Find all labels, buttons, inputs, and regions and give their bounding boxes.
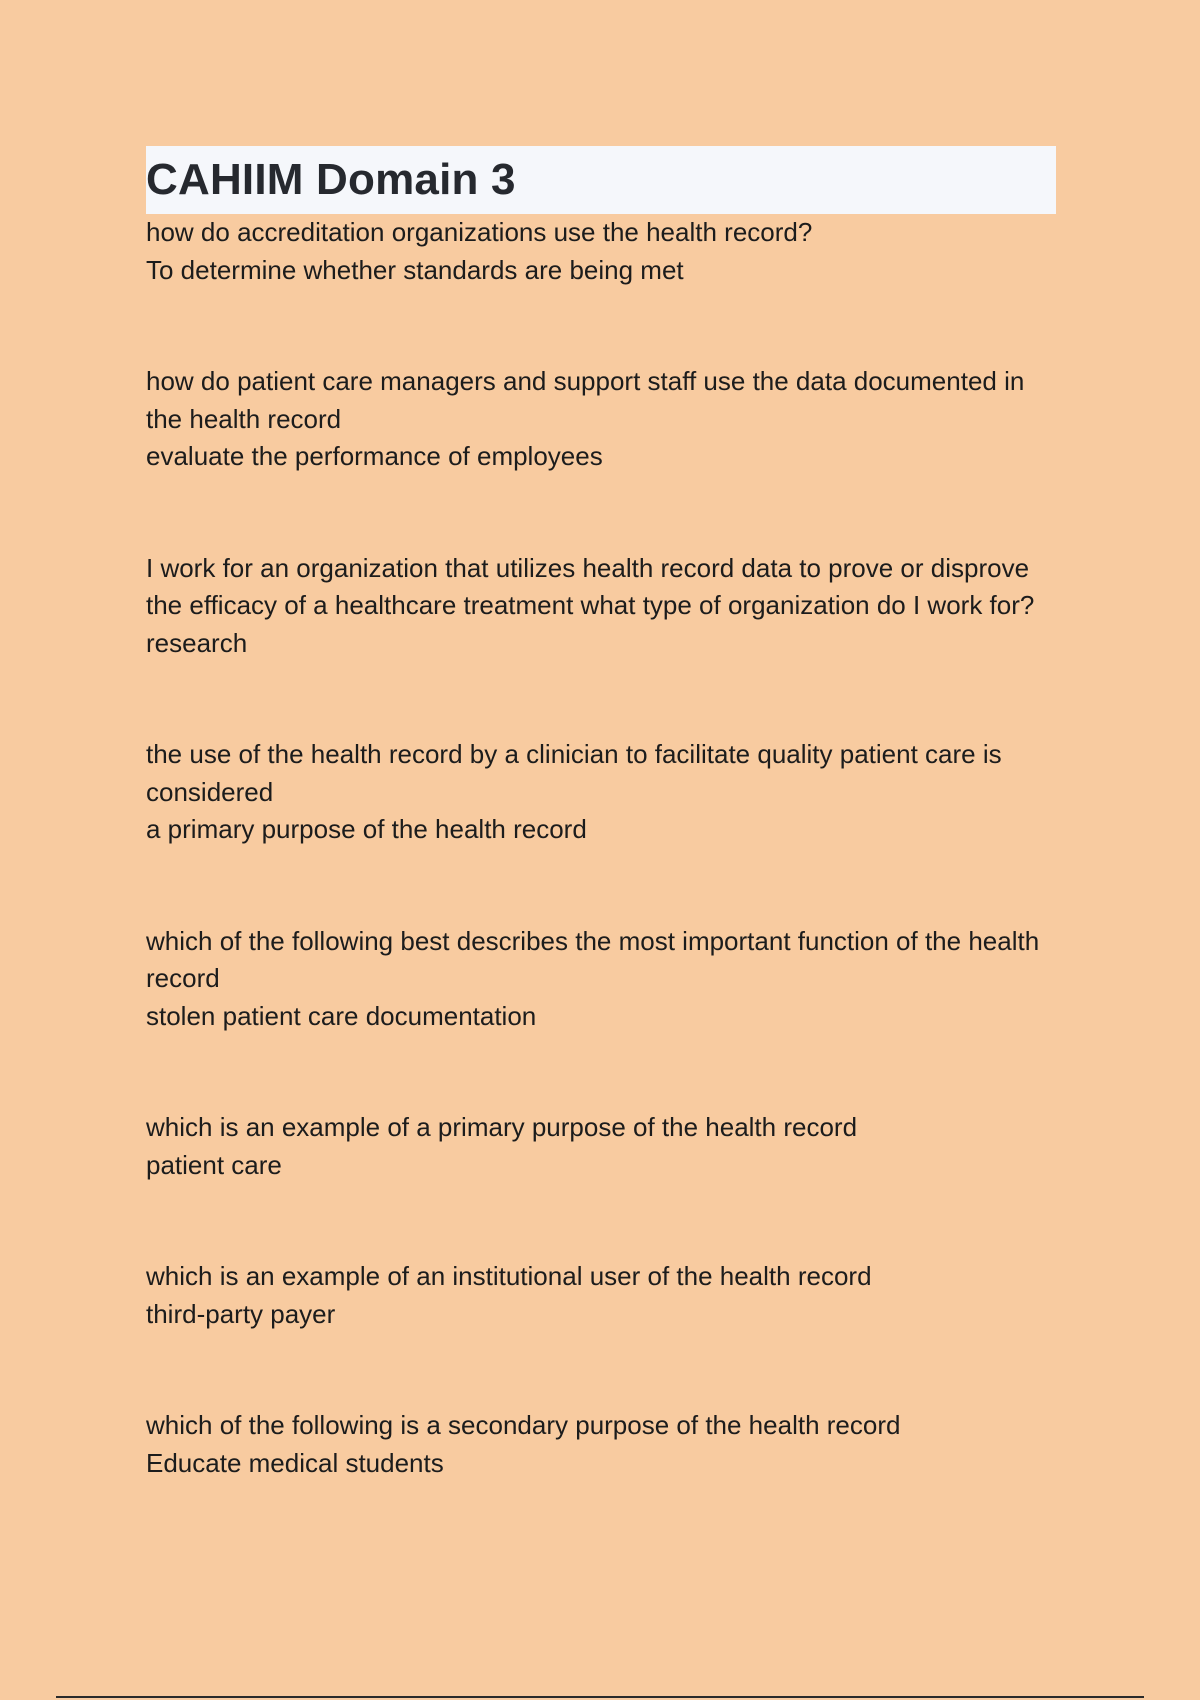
flashcard-list: [146, 214, 1056, 1482]
question-text: the use of the health record by a clinician to facilitate quality patient care is considered: [146, 739, 1009, 807]
flashcard-item: [146, 550, 1056, 663]
flashcard-item: [146, 1258, 1056, 1333]
flashcard-item: [146, 214, 1056, 289]
question-text: which is an example of a primary purpose of the health record: [146, 1112, 858, 1142]
question-text: which is an example of an institutional user of the health record: [146, 1261, 872, 1291]
document-page: [146, 146, 1056, 1482]
answer-text: Educate medical students: [146, 1447, 444, 1478]
page-bottom-divider: [56, 1696, 1144, 1698]
answer-text: evaluate the performance of employees: [146, 441, 603, 471]
answer-text: patient care: [146, 1149, 282, 1180]
answer-text: To determine whether standards are being met: [146, 254, 684, 285]
document-title: CAHIIM Domain 3: [146, 155, 516, 204]
answer-text: third-party payer: [146, 1298, 336, 1329]
flashcard-item: [146, 923, 1056, 1036]
answer-text: a primary purpose of the health record: [146, 814, 587, 844]
flashcard-item: [146, 1407, 1056, 1482]
question-text: which of the following best describes the most important function of the health record: [146, 925, 1047, 993]
flashcard-item: [146, 363, 1056, 476]
answer-text: stolen patient care documentation: [146, 1000, 537, 1031]
flashcard-item: [146, 1109, 1056, 1184]
question-text: which of the following is a secondary purpose of the health record: [146, 1410, 901, 1440]
question-text: I work for an organization that utilizes health record data to prove or disprove the efficacy of a healthcare treatment what type of organization do I work for?: [146, 552, 1037, 620]
flashcard-item: [146, 736, 1056, 849]
title-bar: [146, 146, 1056, 214]
answer-text: research: [146, 627, 248, 658]
question-text: how do accreditation organizations use the health record?: [146, 217, 813, 247]
question-text: how do patient care managers and support staff use the data documented in the health record: [146, 366, 1032, 434]
